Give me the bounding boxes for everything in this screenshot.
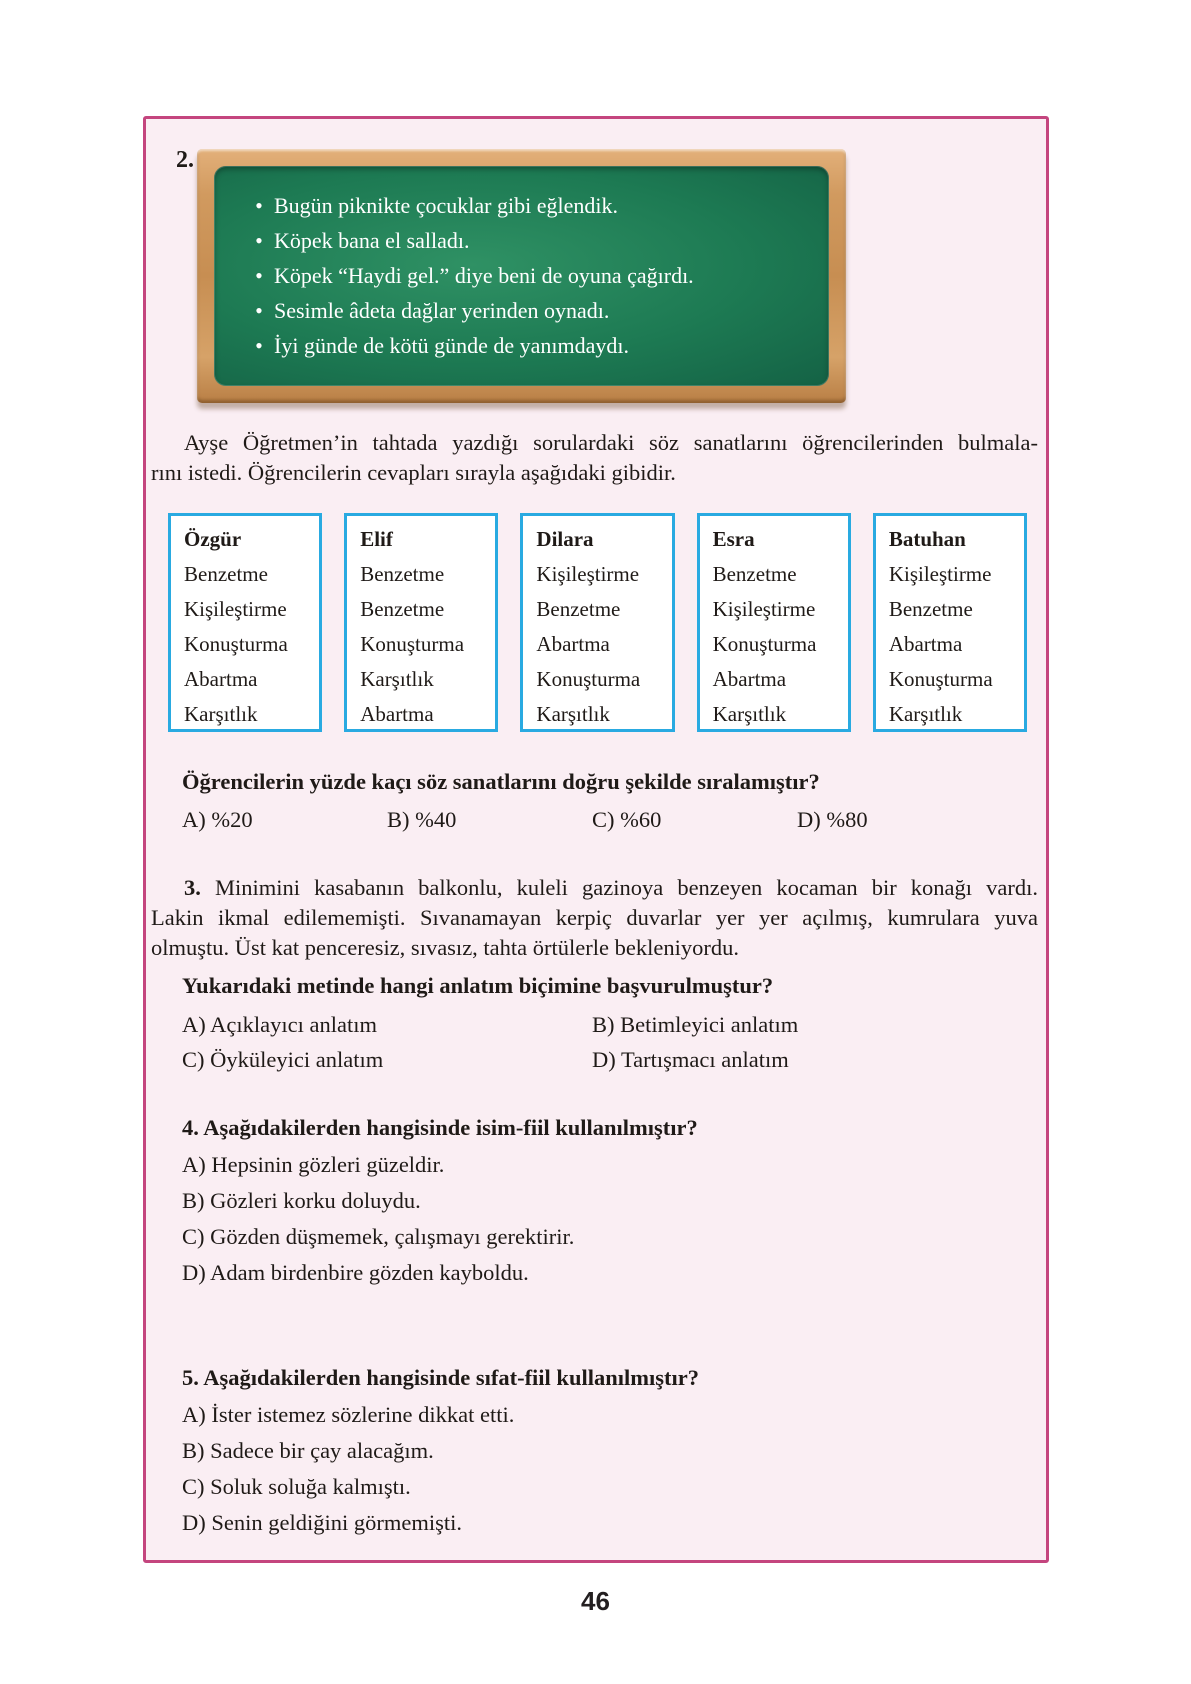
student-name: Batuhan [888, 527, 966, 551]
student-answer-box-batuhan [873, 513, 1027, 732]
answer-option-c: C) Öyküleyici anlatım [182, 1047, 384, 1072]
student-answer: Konuşturma [536, 667, 641, 691]
answer-option-c: C) Gözden düşmemek, çalışmayı gerektirir. [182, 1224, 575, 1249]
answer-option-d: D) Senin geldiğini görmemişti. [182, 1510, 462, 1535]
chalkboard-sentence [244, 188, 829, 223]
question-2-intro-paragraph [151, 428, 1038, 488]
question-3-paragraph [151, 873, 1038, 963]
question-2-options [151, 805, 1038, 835]
answer-option-a: A) Hepsinin gözleri güzeldir. [182, 1152, 445, 1177]
chalkboard-sentence [244, 223, 829, 258]
student-name: Özgür [184, 527, 242, 551]
answer-option-a: A) Açıklayıcı anlatım [182, 1012, 377, 1037]
question-5-text: 5. Aşağıdakilerden hangisinde sıfat-fiil kullanılmıştır? [182, 1365, 699, 1390]
student-answer: Konuşturma [888, 667, 993, 691]
question-3-number: 3. [184, 875, 201, 900]
answer-option-a: A) %20 [182, 807, 253, 832]
chalkboard-frame [197, 149, 846, 403]
student-answer: Konuşturma [184, 632, 288, 656]
chalkboard-sentence [244, 293, 829, 328]
student-answer: Kişileştirme [712, 597, 816, 621]
student-answer: Abartma [184, 667, 258, 691]
student-answer-box-dilara [520, 513, 674, 732]
question-4-text: 4. Aşağıdakilerden hangisinde isim-fiil kullanılmıştır? [182, 1115, 698, 1140]
answer-option-d: D) Tartışmacı anlatım [592, 1047, 789, 1072]
student-answer-box-elif [344, 513, 498, 732]
student-answer: Benzetme [536, 597, 621, 621]
chalkboard-sentence [244, 328, 829, 363]
intro-line: Ayşe Öğretmen’in tahtada yazdığı sorulardaki söz sanatlarını öğrencilerinden bulmala- [184, 430, 1038, 455]
chalkboard-sentence-text: Köpek “Haydi gel.” diye beni de oyuna çağırdı. [274, 263, 694, 288]
student-answer: Benzetme [184, 562, 268, 586]
exam-page-frame [143, 116, 1049, 1563]
exam-page-content [146, 149, 1046, 1541]
chalkboard-sentence-text: İyi günde de kötü günde de yanımdaydı. [274, 333, 629, 358]
student-answer: Karşıtlık [360, 667, 434, 691]
question-4-options [151, 1147, 1038, 1291]
student-answer: Abartma [888, 632, 963, 656]
question-2-board-section [176, 147, 846, 403]
answer-option-b: B) Betimleyici anlatım [592, 1012, 799, 1037]
student-answer: Abartma [712, 667, 787, 691]
student-name: Elif [360, 527, 393, 551]
chalkboard-sentence-text: Sesimle âdeta dağlar yerinden oynadı. [274, 298, 610, 323]
answer-option-c: C) %60 [592, 807, 662, 832]
student-answer: Abartma [536, 632, 610, 656]
answer-option-b: B) Sadece bir çay alacağım. [182, 1438, 434, 1463]
answer-option-d: D) %80 [797, 807, 868, 832]
bullet-marker: • [255, 333, 263, 358]
student-answer: Karşıtlık [536, 702, 610, 726]
intro-line: rını istedi. Öğrencilerin cevapları sırayla aşağıdaki gibidir. [151, 460, 676, 485]
question-3-line-text: Minimini kasabanın balkonlu, kuleli gazinoya benzeyen kocaman bir konağı vardı. [214, 875, 1038, 900]
student-answer: Karşıtlık [184, 702, 258, 726]
chalkboard-sentence-text: Köpek bana el salladı. [274, 228, 470, 253]
question-3-line: Lakin ikmal edilememişti. Sıvanamayan kerpiç duvarlar yer yer açılmış, kumrulara yuva [151, 905, 1038, 930]
student-answer-box-ozgur [168, 513, 322, 732]
question-2-number: 2. [176, 147, 194, 173]
student-answer: Kişileştirme [888, 562, 992, 586]
student-name: Dilara [536, 527, 594, 551]
bullet-marker: • [255, 228, 263, 253]
question-3-text: Yukarıdaki metinde hangi anlatım biçimine başvurulmuştur? [182, 973, 774, 998]
answer-option-c: C) Soluk soluğa kalmıştı. [182, 1474, 411, 1499]
student-answer: Konuşturma [360, 632, 465, 656]
page-number: 46 [581, 1586, 610, 1616]
question-5-options [151, 1397, 1038, 1541]
question-3-line [151, 873, 1038, 903]
student-name: Esra [712, 527, 755, 551]
student-answer: Karşıtlık [712, 702, 787, 726]
bullet-marker: • [255, 298, 263, 323]
student-answer-boxes [168, 513, 1027, 732]
student-answer: Kişileştirme [184, 597, 287, 621]
bullet-marker: • [255, 263, 263, 288]
question-3-line: olmuştu. Üst kat penceresiz, sıvasız, tahta örtülerle bekleniyordu. [151, 935, 739, 960]
question-2-text: Öğrencilerin yüzde kaçı söz sanatlarını doğru şekilde sıralamıştır? [182, 769, 820, 794]
student-answer: Karşıtlık [888, 702, 963, 726]
answer-option-b: B) Gözleri korku doluydu. [182, 1188, 421, 1213]
bullet-marker: • [255, 193, 263, 218]
chalkboard-sentence [244, 258, 829, 293]
chalkboard-sentence-text: Bugün piknikte çocuklar gibi eğlendik. [274, 193, 618, 218]
chalkboard [214, 166, 829, 386]
student-answer: Benzetme [360, 562, 445, 586]
student-answer: Benzetme [360, 597, 445, 621]
question-3-options [151, 1007, 1038, 1077]
answer-option-a: A) İster istemez sözlerine dikkat etti. [182, 1402, 515, 1427]
student-answer: Benzetme [712, 562, 797, 586]
student-answer: Benzetme [888, 597, 973, 621]
student-answer-box-esra [697, 513, 851, 732]
student-answer: Kişileştirme [536, 562, 640, 586]
answer-option-d: D) Adam birdenbire gözden kayboldu. [182, 1260, 529, 1285]
student-answer: Abartma [360, 702, 434, 726]
student-answer: Konuşturma [712, 632, 817, 656]
answer-option-b: B) %40 [387, 807, 457, 832]
